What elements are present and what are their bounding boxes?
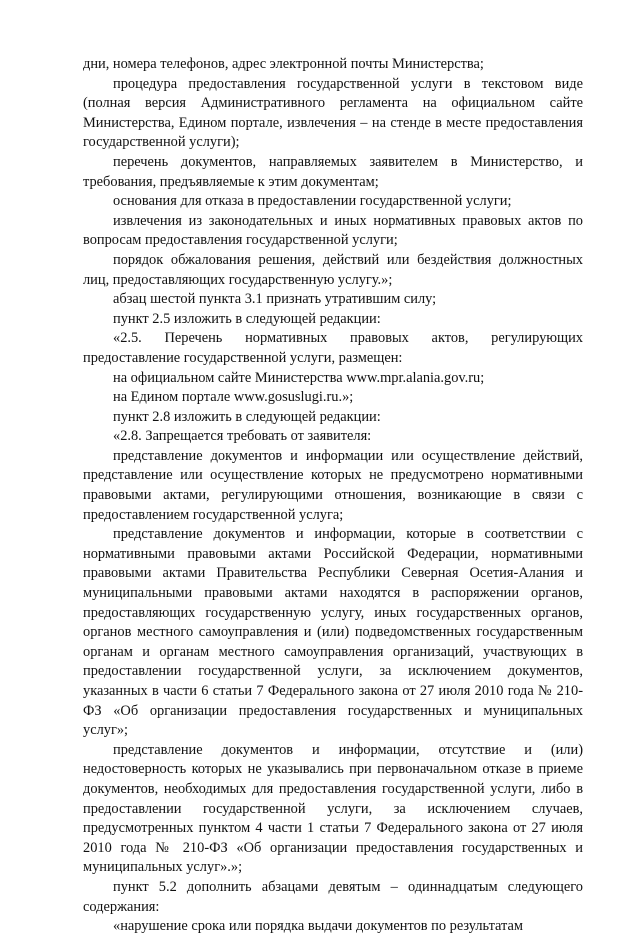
paragraph: абзац шестой пункта 3.1 признать утратившим силу;: [113, 291, 437, 308]
paragraph: представление документов и информации, которые в соответствии с нормативными правовыми актами Российской Федерации, нормативными правовыми актами Правительства Республики Северная Осетия-Алания и муниципальными правовыми актами находятся в распоряжении органов, предоставляющих государственную услугу, иных государственных органов, органов местного самоуправления и (или) подведомственных государственным органам и органам местного самоуправления организаций, участвующих в предоставлении государственной услуги, за исключением документов, указанных в части 6 статьи 7 Федерального закона от 27 июля 2010 года № 210-ФЗ «Об организации предоставления государственных и муниципальных услуг»;: [83, 526, 583, 739]
paragraph: «2.8. Запрещается требовать от заявителя:: [113, 428, 372, 445]
paragraph: процедура предоставления государственной услуги в текстовом виде (полная версия Административного регламента на официальном сайте Министерства, Едином портале, извлечения – на стенде в месте предоставления государственной услуги);: [83, 75, 583, 151]
paragraph: «2.5. Перечень нормативных правовых актов, регулирующих предоставление государственной услуги, размещен:: [83, 330, 583, 366]
paragraph: на официальном сайте Министерства www.mpr.alania.gov.ru;: [113, 369, 485, 386]
paragraph: пункт 2.5 изложить в следующей редакции:: [113, 310, 381, 327]
paragraph: «нарушение срока или порядка выдачи документов по результатам: [113, 918, 524, 935]
paragraph: порядок обжалования решения, действий или бездействия должностных лиц, предоставляющих государственную услугу.»;: [83, 251, 583, 288]
paragraph: извлечения из законодательных и иных нормативных правовых актов по вопросам предоставления государственной услуги;: [83, 212, 583, 249]
paragraph: основания для отказа в предоставлении государственной услуги;: [113, 193, 512, 210]
paragraph: пункт 2.8 изложить в следующей редакции:: [113, 408, 381, 425]
document-body: [83, 55, 583, 937]
paragraph: перечень документов, направляемых заявителем в Министерство, и требования, предъявляемые к этим документам;: [83, 153, 583, 190]
paragraph: пункт 5.2 дополнить абзацами девятым – одиннадцатым следующего содержания:: [83, 878, 583, 915]
paragraph: представление документов и информации или осуществление действий, представление или осуществление которых не предусмотрено нормативными правовыми актами, регулирующими отношения, возникающие в связи с предоставлением государственной услуга;: [83, 447, 583, 523]
paragraph: на Едином портале www.gosuslugi.ru.»;: [113, 389, 354, 406]
paragraph: представление документов и информации, отсутствие и (или) недостоверность которых не указывались при первоначальном отказе в приеме документов, необходимых для предоставления государственной услуги, либо в предоставлении государственной услуги, за исключением случаев, предусмотренных пунктом 4 части 1 статьи 7 Федерального закона от 27 июля 2010 года № 210-ФЗ «Об организации предоставления государственных и муниципальных услуг».»;: [83, 741, 583, 876]
paragraph: дни, номера телефонов, адрес электронной почты Министерства;: [83, 56, 484, 72]
